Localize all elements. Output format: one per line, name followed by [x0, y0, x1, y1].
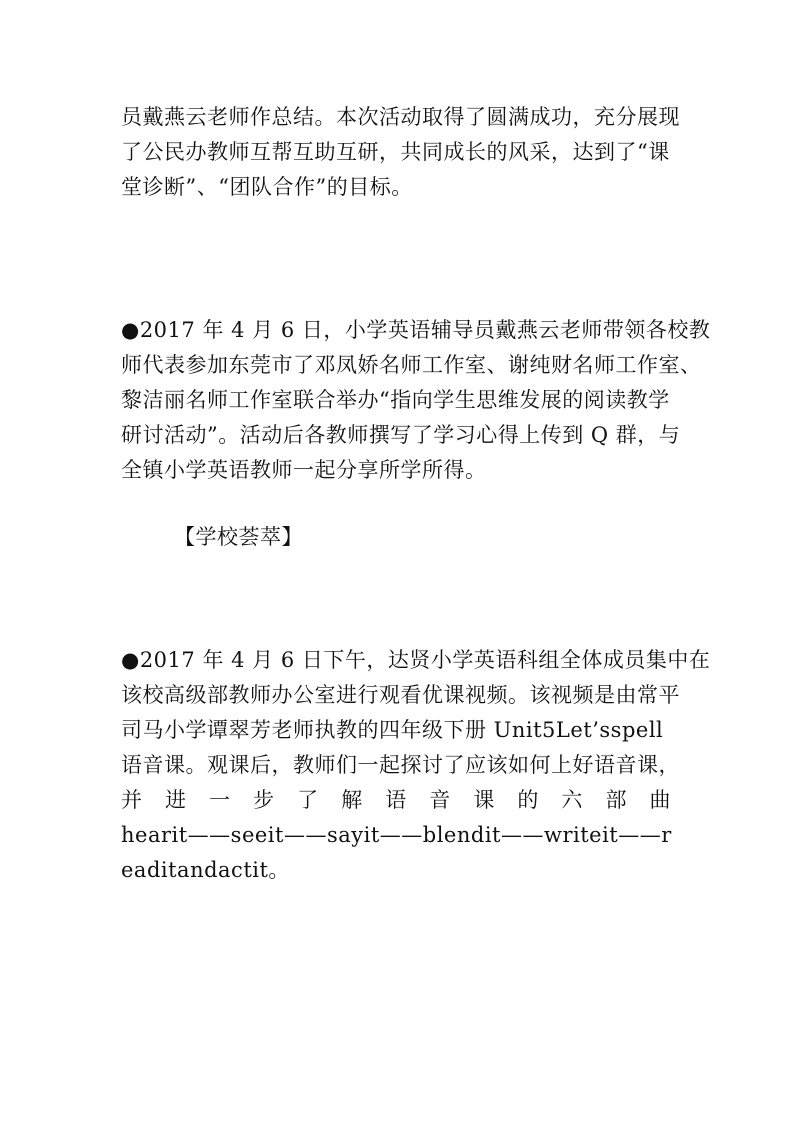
- paragraph-summary: [121, 100, 681, 205]
- text-line: ●2017 年 4 月 6 日，小学英语辅导员戴燕云老师带领各校教: [121, 318, 711, 342]
- text-line: 了公民办教师互帮互助互研，共同成长的风采，达到了“课: [121, 140, 670, 164]
- text-line: 员戴燕云老师作总结。本次活动取得了圆满成功，充分展现: [121, 105, 680, 129]
- text-line: 全镇小学英语教师一起分享所学所得。: [121, 458, 487, 482]
- text-line: 黎洁丽名师工作室联合举办“指向学生思维发展的阅读教学: [121, 388, 670, 412]
- text-line: 该校高级部教师办公室进行观看优课视频。该视频是由常平: [121, 683, 680, 707]
- text-line: 研讨活动”。活动后各教师撰写了学习心得上传到 Q 群，与: [121, 423, 681, 447]
- paragraph-event-1: [121, 313, 711, 488]
- text-line: eaditandactit。: [121, 858, 290, 882]
- text-line: 并 进 一 步 了 解 语 音 课 的 六 部 曲: [121, 788, 671, 812]
- text-line: 堂诊断”、“团队合作”的目标。: [121, 175, 413, 199]
- paragraph-event-2: [121, 643, 711, 888]
- text-line: ●2017 年 4 月 6 日下午，达贤小学英语科组全体成员集中在: [121, 648, 711, 672]
- text-line: 师代表参加东莞市了邓凤娇名师工作室、谢纯财名师工作室、: [121, 353, 702, 377]
- text-line: 语音课。观课后，教师们一起探讨了应该如何上好语音课，: [121, 753, 680, 777]
- text-line: 司马小学谭翠芳老师执教的四年级下册 Unit5Let’sspell: [121, 718, 664, 742]
- section-heading: 【学校荟萃】: [174, 525, 303, 549]
- text-line: hearit——seeit——sayit——blendit——writeit——r: [121, 823, 672, 847]
